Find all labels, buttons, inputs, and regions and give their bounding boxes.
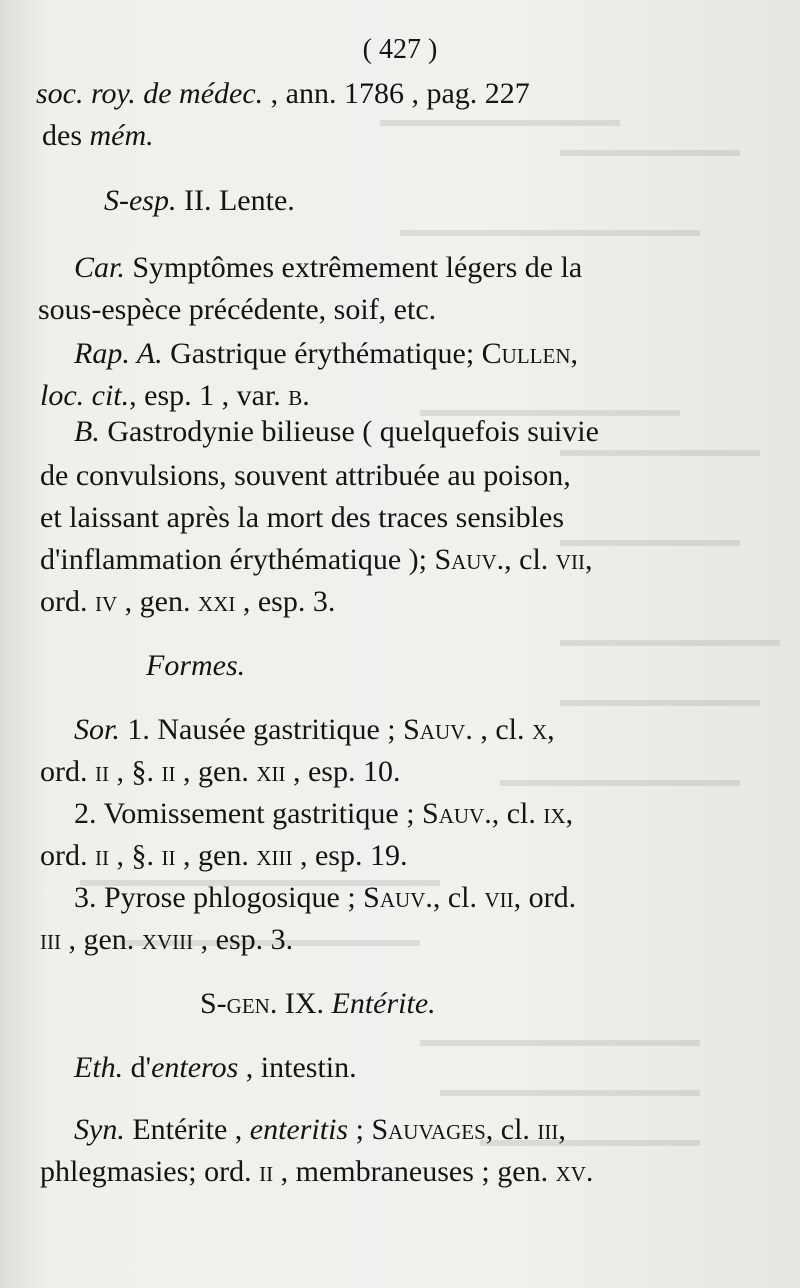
- text-run: , ord.: [513, 881, 577, 914]
- text-run: d': [123, 1051, 152, 1084]
- text-line: [40, 378, 310, 414]
- section-heading: [200, 986, 436, 1022]
- text-run: xviii: [141, 923, 194, 956]
- text-run: , ann. 1786 , pag. 227: [263, 77, 530, 110]
- page-number: ( 427 ): [362, 34, 438, 65]
- text-run: ii: [95, 755, 109, 788]
- text-line: [74, 1050, 357, 1086]
- text-line: [38, 292, 436, 328]
- text-run: , intestin.: [238, 1051, 357, 1084]
- text-line: [40, 542, 592, 578]
- text-run: Entérite.: [331, 987, 436, 1020]
- text-line: [40, 500, 564, 536]
- text-run: , gen.: [175, 755, 257, 788]
- text-run: Formes.: [146, 649, 246, 682]
- text-run: , gen.: [117, 585, 198, 618]
- text-run: ii: [161, 839, 176, 872]
- text-run: b: [288, 379, 303, 412]
- text-run: , esp. 10.: [285, 755, 401, 788]
- text-run: II. Lente.: [176, 184, 295, 217]
- text-line: [74, 250, 582, 286]
- text-run: ,: [570, 337, 578, 370]
- text-run: Eth.: [74, 1051, 124, 1084]
- text-line: [74, 796, 573, 832]
- text-run: ii: [95, 839, 109, 872]
- text-run: xii: [256, 755, 286, 788]
- text-line: [40, 1154, 593, 1190]
- text-run: B.: [74, 415, 100, 448]
- text-run: ,: [584, 543, 593, 576]
- text-run: ii: [161, 755, 176, 788]
- text-line: [36, 76, 530, 112]
- text-run: enteritis: [249, 1113, 349, 1146]
- text-run: Gastrodynie bilieuse ( quelquefois suivie: [99, 415, 599, 448]
- text-run: x: [531, 713, 548, 746]
- text-run: Sor.: [74, 713, 120, 746]
- text-run: soc. roy. de médec.: [36, 77, 264, 110]
- text-run: , cl.: [485, 1113, 538, 1146]
- text-run: ;: [348, 1113, 372, 1146]
- text-line: [40, 754, 400, 790]
- text-run: Cullen: [481, 337, 571, 370]
- text-run: ord.: [40, 755, 95, 788]
- text-line: [74, 1112, 566, 1148]
- text-run: 1. Nausée gastritique ;: [119, 713, 404, 746]
- text-run: Sauv: [363, 881, 426, 914]
- text-run: ,: [558, 1113, 566, 1146]
- text-line: [74, 712, 555, 748]
- text-run: des: [42, 119, 90, 152]
- text-run: Sauv: [403, 713, 466, 746]
- text-run: Sauv: [434, 543, 497, 576]
- text-line: [74, 336, 578, 372]
- text-run: enteros: [151, 1051, 239, 1084]
- text-run: Rap. A.: [74, 337, 163, 370]
- text-run: sous-espèce précédente, soif, etc.: [38, 293, 437, 326]
- text-run: xxi: [198, 585, 236, 618]
- text-run: ord.: [40, 585, 95, 618]
- text-line: [74, 414, 599, 450]
- text-line: [40, 922, 293, 958]
- text-line: [74, 880, 576, 916]
- text-run: de convulsions, souvent attribuée au poison,: [40, 459, 571, 492]
- text-run: ., cl.: [496, 543, 556, 576]
- text-run: , esp. 1 , var.: [129, 379, 289, 412]
- text-run: , gen.: [60, 923, 142, 956]
- section-heading: [146, 648, 245, 684]
- text-run: 3. Pyrose phlogosique ;: [74, 881, 364, 914]
- text-run: ord.: [40, 839, 95, 872]
- text-line: [40, 838, 407, 874]
- text-run: ix: [543, 797, 566, 830]
- text-run: ., cl.: [425, 881, 485, 914]
- text-run: Sauvages: [371, 1113, 486, 1146]
- text-run: ., cl.: [484, 797, 544, 830]
- text-run: , §.: [109, 839, 162, 872]
- text-run: loc. cit.: [40, 379, 130, 412]
- text-run: mém.: [89, 119, 154, 152]
- text-run: , esp. 3.: [235, 585, 336, 618]
- text-run: Symptômes extrêmement légers de la: [124, 251, 583, 284]
- text-run: S-gen: [200, 987, 270, 1020]
- text-run: .: [585, 1155, 594, 1188]
- text-run: ,: [547, 713, 555, 746]
- text-run: Syn.: [74, 1113, 125, 1146]
- text-line: [40, 458, 571, 494]
- text-run: xiii: [256, 839, 293, 872]
- text-run: iii: [537, 1113, 559, 1146]
- text-line: [42, 118, 154, 154]
- text-run: Sauv: [422, 797, 485, 830]
- text-run: et laissant après la mort des traces sensibles: [40, 501, 565, 534]
- text-run: ,: [565, 797, 574, 830]
- text-run: Gastrique érythématique;: [162, 337, 482, 370]
- text-run: 2. Vomissement gastritique ;: [74, 797, 423, 830]
- text-run: iii: [40, 923, 61, 956]
- text-run: S-esp.: [104, 184, 177, 217]
- text-run: phlegmasies; ord.: [40, 1155, 260, 1188]
- text-run: vii: [484, 881, 514, 914]
- text-run: vii: [555, 543, 585, 576]
- text-run: d'inflammation érythématique );: [40, 543, 435, 576]
- text-line: [40, 584, 335, 620]
- text-run: , membraneuses ; gen.: [273, 1155, 556, 1188]
- text-run: Car.: [74, 251, 125, 284]
- text-run: . IX.: [269, 987, 332, 1020]
- text-run: .: [302, 379, 310, 412]
- text-run: , §.: [109, 755, 162, 788]
- text-run: ii: [259, 1155, 274, 1188]
- text-run: . , cl.: [465, 713, 532, 746]
- text-run: , esp. 19.: [292, 839, 408, 872]
- text-run: xv: [555, 1155, 586, 1188]
- text-run: , esp. 3.: [193, 923, 294, 956]
- text-run: iv: [95, 585, 118, 618]
- text-run: Entérite ,: [124, 1113, 250, 1146]
- text-run: , gen.: [175, 839, 257, 872]
- section-heading: [104, 183, 295, 219]
